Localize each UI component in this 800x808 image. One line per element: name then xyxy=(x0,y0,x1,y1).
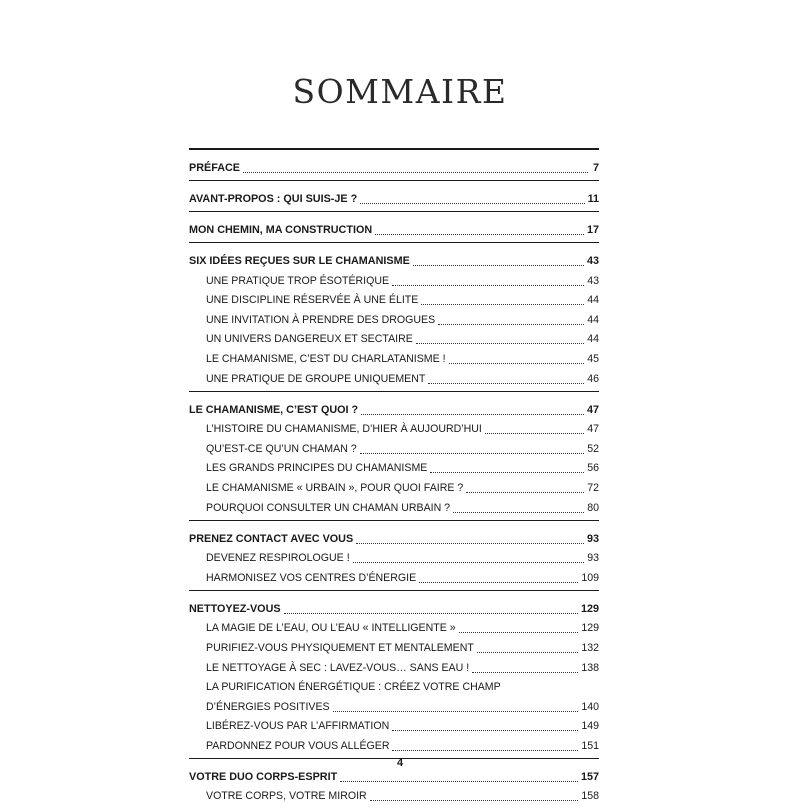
dot-leader xyxy=(392,749,578,751)
entry-label: LIBÉREZ-VOUS PAR L’AFFIRMATION xyxy=(206,720,390,733)
entry-label: PURIFIEZ-VOUS PHYSIQUEMENT ET MENTALEMENT xyxy=(206,641,474,654)
dot-leader xyxy=(375,233,584,235)
toc-subentry[interactable] xyxy=(189,307,599,327)
dot-leader xyxy=(392,284,584,286)
dot-leader xyxy=(416,342,584,344)
dot-leader xyxy=(392,729,578,731)
entry-label: PARDONNEZ POUR VOUS ALLÉGER xyxy=(206,739,390,752)
entry-page-number: 52 xyxy=(587,442,599,455)
toc-subentry[interactable] xyxy=(189,366,599,386)
entry-label: LE NETTOYAGE À SEC : LAVEZ-VOUS… SANS EAU ! xyxy=(206,661,470,674)
dot-leader xyxy=(477,651,578,653)
dot-leader xyxy=(284,612,578,614)
entry-label: QU’EST-CE QU’UN CHAMAN ? xyxy=(206,442,357,455)
entry-label: PRENEZ CONTACT AVEC VOUS xyxy=(189,532,354,545)
toc-subentry[interactable] xyxy=(189,327,599,347)
dot-leader xyxy=(360,202,584,204)
dot-leader xyxy=(353,561,585,563)
toc-subentry[interactable] xyxy=(189,495,599,515)
page-title: SOMMAIRE xyxy=(292,72,508,111)
entry-label: LA MAGIE DE L’EAU, OU L’EAU « INTELLIGENTE » xyxy=(206,622,456,635)
entry-label: AVANT-PROPOS : QUI SUIS-JE ? xyxy=(189,193,358,205)
toc-section-prenez-contact-avec-vous xyxy=(189,520,599,585)
toc-section-preface xyxy=(189,148,599,175)
entry-page-number: 129 xyxy=(581,622,599,635)
entry-page-number: 44 xyxy=(587,333,599,346)
entry-page-number: 72 xyxy=(587,481,599,494)
toc-chapter-entry[interactable] xyxy=(189,184,599,206)
toc-chapter-entry[interactable] xyxy=(189,524,599,546)
toc-subentry[interactable] xyxy=(189,616,599,636)
toc-subentry[interactable] xyxy=(189,268,599,288)
toc-subentry[interactable] xyxy=(189,346,599,366)
toc-subentry-continuation[interactable] xyxy=(189,694,599,714)
toc-subentry[interactable] xyxy=(189,714,599,734)
entry-page-number: 45 xyxy=(587,352,599,365)
toc-section-avant-propos-qui-suis-je xyxy=(189,180,599,206)
table-of-contents xyxy=(189,148,599,808)
entry-label: UNE PRATIQUE TROP ÉSOTÉRIQUE xyxy=(206,274,390,287)
dot-leader xyxy=(459,631,579,633)
toc-section-mon-chemin-ma-construction xyxy=(189,211,599,237)
entry-page-number: 47 xyxy=(586,403,599,416)
dot-leader xyxy=(453,511,584,513)
toc-subentry[interactable] xyxy=(189,675,599,695)
toc-chapter-entry[interactable] xyxy=(189,395,599,417)
dot-leader xyxy=(333,710,579,712)
toc-section-nettoyez-vous xyxy=(189,590,599,753)
toc-chapter-entry[interactable] xyxy=(189,153,599,175)
toc-subentry[interactable] xyxy=(189,288,599,308)
entry-label: POURQUOI CONSULTER UN CHAMAN URBAIN ? xyxy=(206,501,451,514)
toc-subentry[interactable] xyxy=(189,565,599,585)
entry-page-number: 157 xyxy=(580,770,599,783)
toc-subentry[interactable] xyxy=(189,733,599,753)
toc-chapter-entry[interactable] xyxy=(189,594,599,616)
entry-label: UNE DISCIPLINE RÉSERVÉE À UNE ÉLITE xyxy=(206,294,419,307)
entry-label: UNE INVITATION À PRENDRE DES DROGUES xyxy=(206,313,436,326)
toc-chapter-entry[interactable] xyxy=(189,215,599,237)
entry-page-number: 44 xyxy=(587,294,599,307)
entry-label: VOTRE DUO CORPS-ESPRIT xyxy=(189,770,338,783)
entry-label: SIX IDÉES REÇUES SUR LE CHAMANISME xyxy=(189,255,410,267)
entry-page-number: 43 xyxy=(587,274,599,287)
entry-page-number: 47 xyxy=(587,423,599,436)
entry-page-number: 93 xyxy=(587,552,599,565)
toc-chapter-entry[interactable] xyxy=(189,246,599,268)
toc-subentry[interactable] xyxy=(189,546,599,566)
entry-label: HARMONISEZ VOS CENTRES D’ÉNERGIE xyxy=(206,571,417,584)
entry-page-number: 132 xyxy=(581,641,599,654)
dot-leader xyxy=(472,671,578,673)
page-number: 4 xyxy=(396,757,404,769)
entry-page-number: 109 xyxy=(581,571,599,584)
toc-subentry[interactable] xyxy=(189,417,599,437)
toc-subentry[interactable] xyxy=(189,655,599,675)
entry-page-number: 7 xyxy=(592,162,599,174)
entry-label: LA PURIFICATION ÉNERGÉTIQUE : CRÉEZ VOTRE CHAMP xyxy=(206,681,501,694)
entry-label: MON CHEMIN, MA CONSTRUCTION xyxy=(189,224,373,236)
entry-label: LES GRANDS PRINCIPES DU CHAMANISME xyxy=(206,462,428,475)
dot-leader xyxy=(421,303,584,305)
dot-leader xyxy=(361,413,584,415)
toc-subentry[interactable] xyxy=(189,635,599,655)
toc-subentry[interactable] xyxy=(189,436,599,456)
dot-leader xyxy=(485,432,584,434)
dot-leader xyxy=(356,542,584,544)
entry-page-number: 17 xyxy=(586,224,599,236)
toc-section-six-idees-recues-sur-le-chamanisme xyxy=(189,242,599,386)
entry-label: LE CHAMANISME, C’EST QUOI ? xyxy=(189,403,359,416)
entry-page-number: 138 xyxy=(581,661,599,674)
entry-page-number: 140 xyxy=(581,700,599,713)
entry-label: LE CHAMANISME, C’EST DU CHARLATANISME ! xyxy=(206,352,446,365)
dot-leader xyxy=(419,581,578,583)
dot-leader xyxy=(449,362,585,364)
dot-leader xyxy=(428,382,584,384)
dot-leader xyxy=(360,452,585,454)
entry-page-number: 11 xyxy=(587,193,599,205)
entry-page-number: 93 xyxy=(586,532,599,545)
entry-label: VOTRE CORPS, VOTRE MIROIR xyxy=(206,790,367,803)
entry-label: D’ÉNERGIES POSITIVES xyxy=(206,700,330,713)
entry-page-number: 149 xyxy=(581,720,599,733)
toc-section-le-chamanisme-c-est-quoi xyxy=(189,391,599,515)
entry-page-number: 44 xyxy=(587,313,599,326)
entry-page-number: 56 xyxy=(587,462,599,475)
entry-label: DEVENEZ RESPIROLOGUE ! xyxy=(206,552,350,565)
entry-label: NETTOYEZ-VOUS xyxy=(189,602,281,615)
dot-leader xyxy=(438,323,584,325)
entry-page-number: 151 xyxy=(581,739,599,752)
entry-page-number: 46 xyxy=(587,372,599,385)
entry-page-number: 43 xyxy=(586,255,599,267)
entry-page-number: 158 xyxy=(581,790,599,803)
dot-leader xyxy=(413,264,584,266)
dot-leader xyxy=(430,471,584,473)
entry-label: UN UNIVERS DANGEREUX ET SECTAIRE xyxy=(206,333,413,346)
entry-label: PRÉFACE xyxy=(189,162,240,174)
entry-label: LE CHAMANISME « URBAIN », POUR QUOI FAIRE ? xyxy=(206,481,464,494)
toc-subentry[interactable] xyxy=(189,456,599,476)
toc-subentry[interactable] xyxy=(189,784,599,804)
dot-leader xyxy=(340,780,578,782)
entry-label: L’HISTOIRE DU CHAMANISME, D’HIER À AUJOURD’HUI xyxy=(206,423,482,436)
dot-leader xyxy=(466,491,584,493)
toc-subentry[interactable] xyxy=(189,475,599,495)
entry-label: UNE PRATIQUE DE GROUPE UNIQUEMENT xyxy=(206,372,426,385)
entry-page-number: 80 xyxy=(587,501,599,514)
dot-leader xyxy=(243,171,588,173)
entry-page-number: 129 xyxy=(580,602,599,615)
